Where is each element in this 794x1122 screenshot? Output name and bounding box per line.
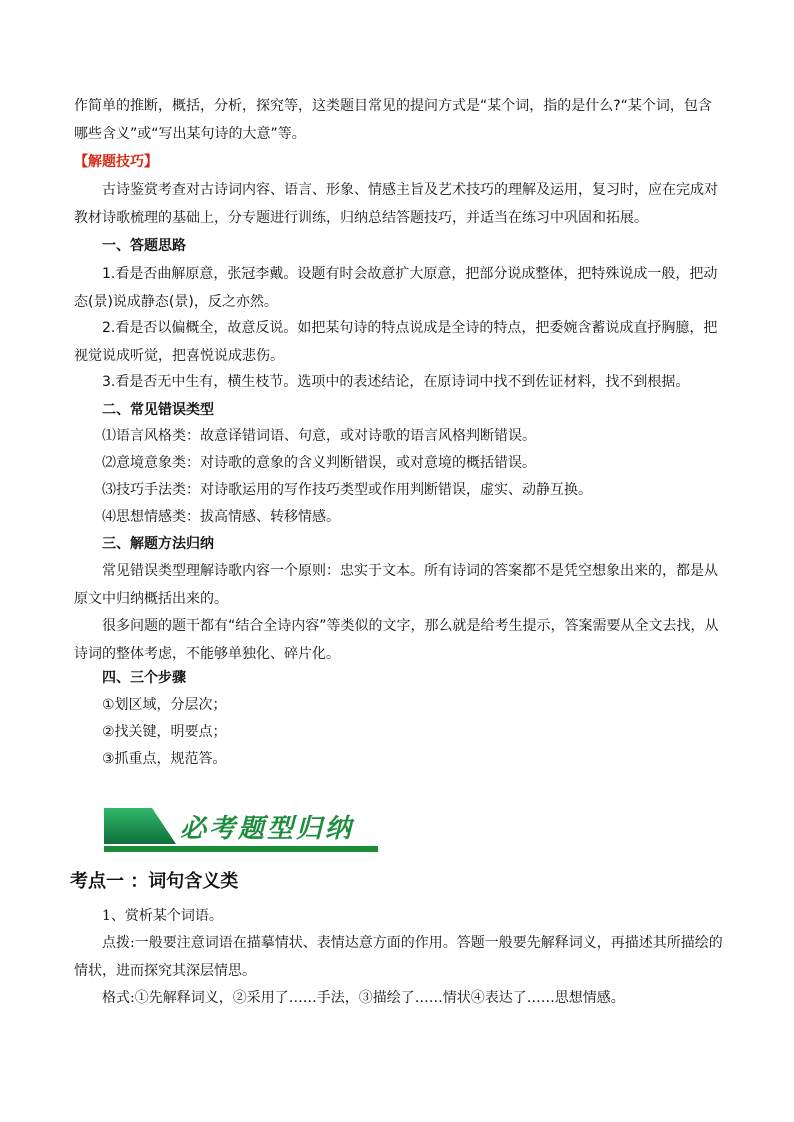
- step-item: ②找关键，明要点；: [102, 724, 227, 740]
- kaodian-item-1: 1、赏析某个词语。: [102, 908, 223, 924]
- tips-paragraph: 古诗鉴赏考查对古诗词内容、语言、形象、情感主旨及艺术技巧的理解及运用，复习时，应在完成对教材诗歌梳理的基础上，分专题进行训练，归纳总结答题技巧，并适当在练习中巩固和拓展。: [74, 182, 718, 226]
- kaodian-title: 考点一 ：词句含义类: [70, 871, 239, 892]
- section3-paragraph-1: 常见错误类型理解诗歌内容一个原则：忠实于文本。所有诗词的答案都不是凭空想象出来的，都是从原文中归纳概括出来的。: [74, 563, 718, 607]
- kaodian-format: 格式:①先解释词义，②采用了……手法，③描绘了……情状④表达了……思想情感。: [102, 990, 625, 1006]
- section-heading-4: 四、三个步骤: [102, 670, 186, 686]
- intro-line-1: 作简单的推断，概括，分析，探究等，这类题目常见的提问方式是“某个词，指的是什么?“某个词，包含: [74, 98, 712, 114]
- error-type-item: ⑶技巧手法类：对诗歌运用的写作技巧类型或作用判断错误，虚实、动静互换。: [102, 482, 592, 498]
- step-item: ①划区域，分层次；: [102, 697, 227, 713]
- banner-title: 必考题型归纳: [180, 814, 355, 844]
- error-type-item: ⑵意境意象类：对诗歌的意象的含义判断错误，或对意境的概括错误。: [102, 455, 536, 471]
- section-heading-2: 二、常见错误类型: [102, 402, 214, 418]
- step-item: ③抓重点，规范答。: [102, 751, 227, 767]
- section1-point-3: 3.看是否无中生有，横生枝节。选项中的表述结论，在原诗词中找不到佐证材料，找不到根据。: [102, 374, 690, 390]
- section-heading-3: 三、解题方法归纳: [102, 536, 214, 552]
- section-heading-1: 一、答题思路: [102, 238, 186, 254]
- section1-point-1: 1.看是否曲解原意，张冠李戴。设题有时会故意扩大原意，把部分说成整体，把特殊说成一般，把动态(景)说成静态(景)，反之亦然。: [74, 266, 718, 310]
- tips-tag: 【解题技巧】: [74, 154, 158, 170]
- section1-point-2: 2.看是否以偏概全，故意反说。如把某句诗的特点说成是全诗的特点，把委婉含蓄说成直抒胸臆，把视觉说成听觉，把喜悦说成悲伤。: [74, 320, 718, 364]
- section3-paragraph-2: 很多问题的题干都有“结合全诗内容”等类似的文字，那么就是给考生提示，答案需要从全文去找，从诗词的整体考虑，不能够单独化、碎片化。: [74, 618, 719, 662]
- kaodian-tip: 点拨:一般要注意词语在描摹情状、表情达意方面的作用。答题一般要先解释词义，再描述其所描绘的情状，进而探究其深层情思。: [74, 935, 723, 979]
- banner-trapezoid: [104, 808, 176, 844]
- error-type-item: ⑷思想情感类：拔高情感、转移情感。: [102, 509, 340, 525]
- intro-line-2: 哪些含义”或“写出某句诗的大意”等。: [74, 126, 306, 142]
- error-type-item: ⑴语言风格类：故意译错词语、句意，或对诗歌的语言风格判断错误。: [102, 428, 536, 444]
